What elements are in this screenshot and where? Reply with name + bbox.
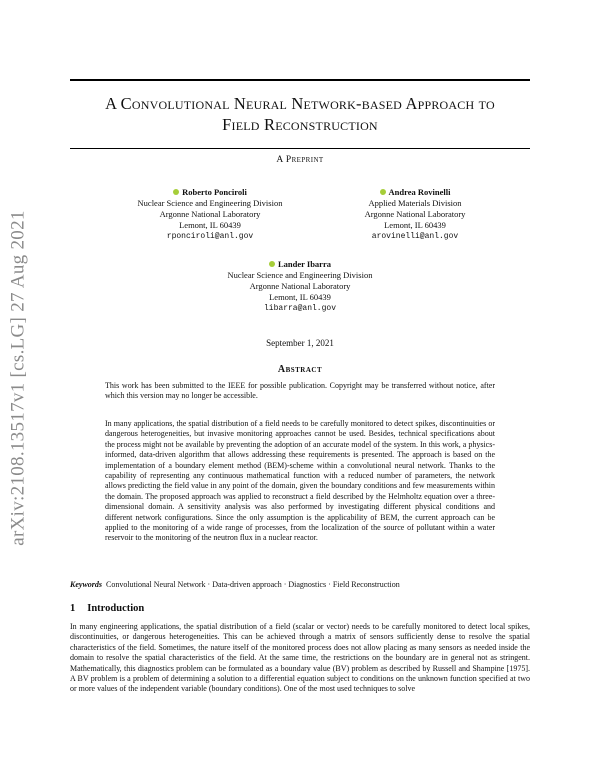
author-name: Lander Ibarra xyxy=(278,259,331,269)
paper-title xyxy=(60,93,540,135)
author-affiliation: Nuclear Science and Engineering Division xyxy=(137,198,283,208)
author-affiliation: Nuclear Science and Engineering Division xyxy=(227,270,373,280)
author-email[interactable]: rponciroli@anl.gov xyxy=(166,232,254,241)
orcid-icon[interactable] xyxy=(380,189,386,195)
author-block xyxy=(325,187,505,242)
author-institution: Argonne National Laboratory xyxy=(249,281,351,291)
author-location: Lemont, IL 60439 xyxy=(384,220,446,230)
keywords-text: Convolutional Neural Network · Data-driven approach · Diagnostics · Field Reconstruction xyxy=(106,580,400,589)
author-email[interactable]: libarra@anl.gov xyxy=(263,304,336,313)
author-block xyxy=(110,187,310,242)
author-institution: Argonne National Laboratory xyxy=(364,209,466,219)
title-line-2: Field Reconstruction xyxy=(222,115,378,134)
keywords xyxy=(70,580,530,589)
abstract-text: In many applications, the spatial distribution of a field needs to be carefully monitored to detect spikes, discontinuities or dangerous heterogeneities, but invasive monitoring approaches cannot be used. Besides, technical specifications about the process might not be available by preventing the adoption of an accurate model of the system. In this work, a physics-informed, data-driven algorithm that allows addressing these requirements is presented. The approach is based on the implementation of a boundary element method (BEM)-scheme within a convolutional neural network. Thanks to the capability of representing any continuous mathematical function with a reduced number of parameters, the network allows predicting the field value in any point of the domain, given the boundary conditions and few measurements within the domain. The proposed approach was applied to reconstruct a field described by the Helmholtz equation over a three-dimensional domain. A sensitivity analysis was also performed by investigating different physical conditions and different network configurations. Since the only assumption is the applicability of BEM, the current approach can be applied to the monitoring of a wide range of processes, from the localization of the source of pollutant within a water reservoir to the monitoring of the neutron flux in a nuclear reactor. xyxy=(105,419,495,543)
abstract-heading: Abstract xyxy=(277,364,323,375)
keywords-heading: Keywords xyxy=(70,580,102,589)
author-block xyxy=(200,259,400,314)
section-title: Introduction xyxy=(87,603,145,614)
author-affiliation: Applied Materials Division xyxy=(368,198,462,208)
arxiv-stamp-text: arXiv:2108.13517v1 [cs.LG] 27 Aug 2021 xyxy=(8,209,30,546)
title-bottom-rule xyxy=(70,148,530,149)
author-name: Roberto Ponciroli xyxy=(182,187,247,197)
author-location: Lemont, IL 60439 xyxy=(269,292,331,302)
author-name: Andrea Rovinelli xyxy=(388,187,451,197)
author-location: Lemont, IL 60439 xyxy=(179,220,241,230)
preprint-label: A Preprint xyxy=(276,155,324,165)
arxiv-stamp xyxy=(4,205,34,550)
title-line-1: A Convolutional Neural Network-based Approach to xyxy=(105,94,495,113)
author-email[interactable]: arovinelli@anl.gov xyxy=(371,232,459,241)
section-heading xyxy=(70,603,144,614)
title-top-rule xyxy=(70,79,530,81)
orcid-icon[interactable] xyxy=(269,261,275,267)
author-institution: Argonne National Laboratory xyxy=(159,209,261,219)
section-body: In many engineering applications, the spatial distribution of a field (scalar or vector) needs to be carefully monitored to detect local spikes, discontinuities, or dangerous heterogeneities. This can be achieved through a matrix of sensors sufficiently dense to resolve the spatial characteristics of the field. Sometimes, the nature itself of the monitored process does not allow placing as many sensors as needed inside the domain to resolve the spatial characteristics of the field. At the same time, the restrictions on the boundary are in general not as stringent. Mathematically, this diagnostics problem can be formulated as a boundary value (BV) problem as described by Russell and Shampine [1975]. A BV problem is a problem of determining a solution to a differential equation subject to conditions on the unknown function specified at two or more values of the independent variable (boundary conditions). One of the most used techniques to solve xyxy=(70,622,530,694)
orcid-icon[interactable] xyxy=(173,189,179,195)
publication-date: September 1, 2021 xyxy=(266,338,334,348)
section-number: 1 xyxy=(70,603,76,614)
ieee-notice: This work has been submitted to the IEEE for possible publication. Copyright may be transferred without notice, after which this version may no longer be accessible. xyxy=(105,381,495,401)
